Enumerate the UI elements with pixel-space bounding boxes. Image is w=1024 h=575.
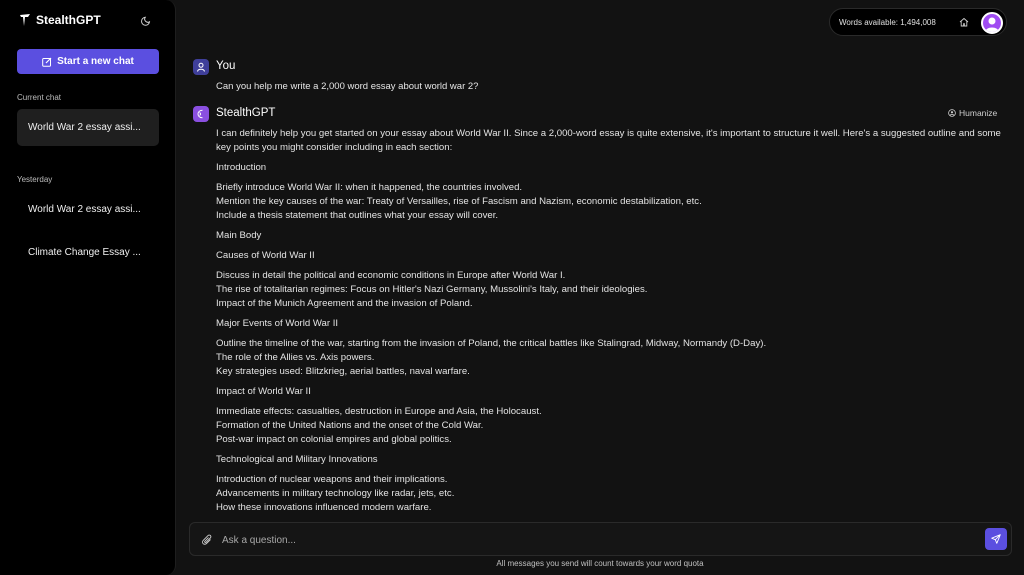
user-icon xyxy=(196,62,206,72)
app-name: StealthGPT xyxy=(36,13,101,27)
send-button[interactable] xyxy=(985,528,1007,550)
section-heading xyxy=(216,453,1011,467)
humanize-icon xyxy=(948,109,956,117)
brand[interactable] xyxy=(20,13,101,27)
section-heading xyxy=(216,229,1011,243)
answer-line: Briefly introduce World War II: when it happened, the countries involved. xyxy=(216,181,523,193)
current-chat-label: Current chat xyxy=(17,93,62,102)
answer-line: Advancements in military technology like radar, jets, etc. xyxy=(216,487,455,499)
words-available-pill xyxy=(829,8,1007,36)
assistant-icon xyxy=(196,109,206,119)
yesterday-label: Yesterday xyxy=(17,175,53,184)
moon-icon[interactable] xyxy=(141,14,153,26)
section-body xyxy=(216,473,1011,516)
answer-line: The rise of totalitarian regimes: Focus on Hitler's Nazi Germany, Mussolini's Italy, and their ideologies. xyxy=(216,283,648,295)
edit-icon xyxy=(42,57,52,67)
answer-line: Include a thesis statement that outlines what your essay will cover. xyxy=(216,210,499,222)
answer-line: Key strategies used: Blitzkrieg, aerial battles, naval warfare. xyxy=(216,366,470,377)
answer-line: Formation of the United Nations and the onset of the Cold War. xyxy=(216,419,484,431)
word-quota-note: All messages you send will count towards your word quota xyxy=(496,559,704,568)
question-box xyxy=(189,522,1012,556)
humanize-label: Humanize xyxy=(959,108,998,118)
section-heading xyxy=(216,249,1011,263)
section-body xyxy=(216,405,1011,448)
section-heading-text: Main Body xyxy=(216,230,262,241)
section-body xyxy=(216,337,1011,380)
section-heading-text: Technological and Military Innovations xyxy=(216,453,378,465)
sidebar xyxy=(0,0,176,575)
assistant-message xyxy=(216,127,1011,519)
assistant-avatar xyxy=(193,106,209,122)
answer-text: I can definitely help you get started on your essay about World War II. Since a 2,000-word essay is quite extensive, it's important to structure it well. Here's a suggested outline and some key points you might consider including in each section: xyxy=(216,128,1001,154)
user-author: You xyxy=(216,60,236,72)
answer-intro xyxy=(216,127,1011,155)
question-input[interactable] xyxy=(222,530,972,550)
paperclip-icon[interactable] xyxy=(202,534,213,546)
answer-line: Outline the timeline of the war, starting from the invasion of Poland, the critical battles like Stalingrad, Midway, Normandy (D-Day). xyxy=(216,337,767,349)
chat-history-item[interactable]: Climate Change Essay ... xyxy=(28,247,141,258)
section-heading xyxy=(216,317,1011,331)
section-heading-text: Major Events of World War II xyxy=(216,317,339,329)
section-heading-text: Causes of World War II xyxy=(216,249,315,261)
answer-line: Impact of the Munich Agreement and the invasion of Poland. xyxy=(216,298,473,309)
current-chat-item[interactable]: World War 2 essay assi... xyxy=(17,109,159,146)
answer-line: Introduction of nuclear weapons and their implications. xyxy=(216,473,448,485)
chat-history-item[interactable]: World War 2 essay assi... xyxy=(28,204,141,215)
section-heading-text: Impact of World War II xyxy=(216,385,311,397)
section-body xyxy=(216,269,1011,312)
answer-line: The role of the Allies vs. Axis powers. xyxy=(216,351,375,363)
section-heading-text: Introduction xyxy=(216,162,267,173)
answer-line: Mention the key causes of the war: Treaty of Versailles, rise of Fascism and Nazism, economic destabilization, etc. xyxy=(216,196,702,207)
answer-line: How these innovations influenced modern warfare. xyxy=(216,502,432,513)
answer-line: Discuss in detail the political and economic conditions in Europe after World War I. xyxy=(216,269,566,281)
new-chat-button[interactable] xyxy=(17,49,159,74)
logo-icon xyxy=(20,14,30,26)
user-avatar-icon xyxy=(983,14,1001,32)
user-message: Can you help me write a 2,000 word essay about world war 2? xyxy=(216,81,479,92)
new-chat-label: Start a new chat xyxy=(57,56,134,67)
section-heading xyxy=(216,161,1011,175)
words-available-text: Words available: 1,494,008 xyxy=(839,17,936,27)
answer-line: Immediate effects: casualties, destruction in Europe and Asia, the Holocaust. xyxy=(216,405,542,417)
section-heading xyxy=(216,385,1011,399)
user-avatar xyxy=(193,59,209,75)
home-icon[interactable] xyxy=(959,17,969,27)
answer-line: Post-war impact on colonial empires and global politics. xyxy=(216,434,452,445)
avatar[interactable] xyxy=(981,12,1003,34)
send-icon xyxy=(991,534,1001,544)
section-body xyxy=(216,181,1011,224)
assistant-author: StealthGPT xyxy=(216,107,276,119)
humanize-button[interactable] xyxy=(948,108,997,118)
